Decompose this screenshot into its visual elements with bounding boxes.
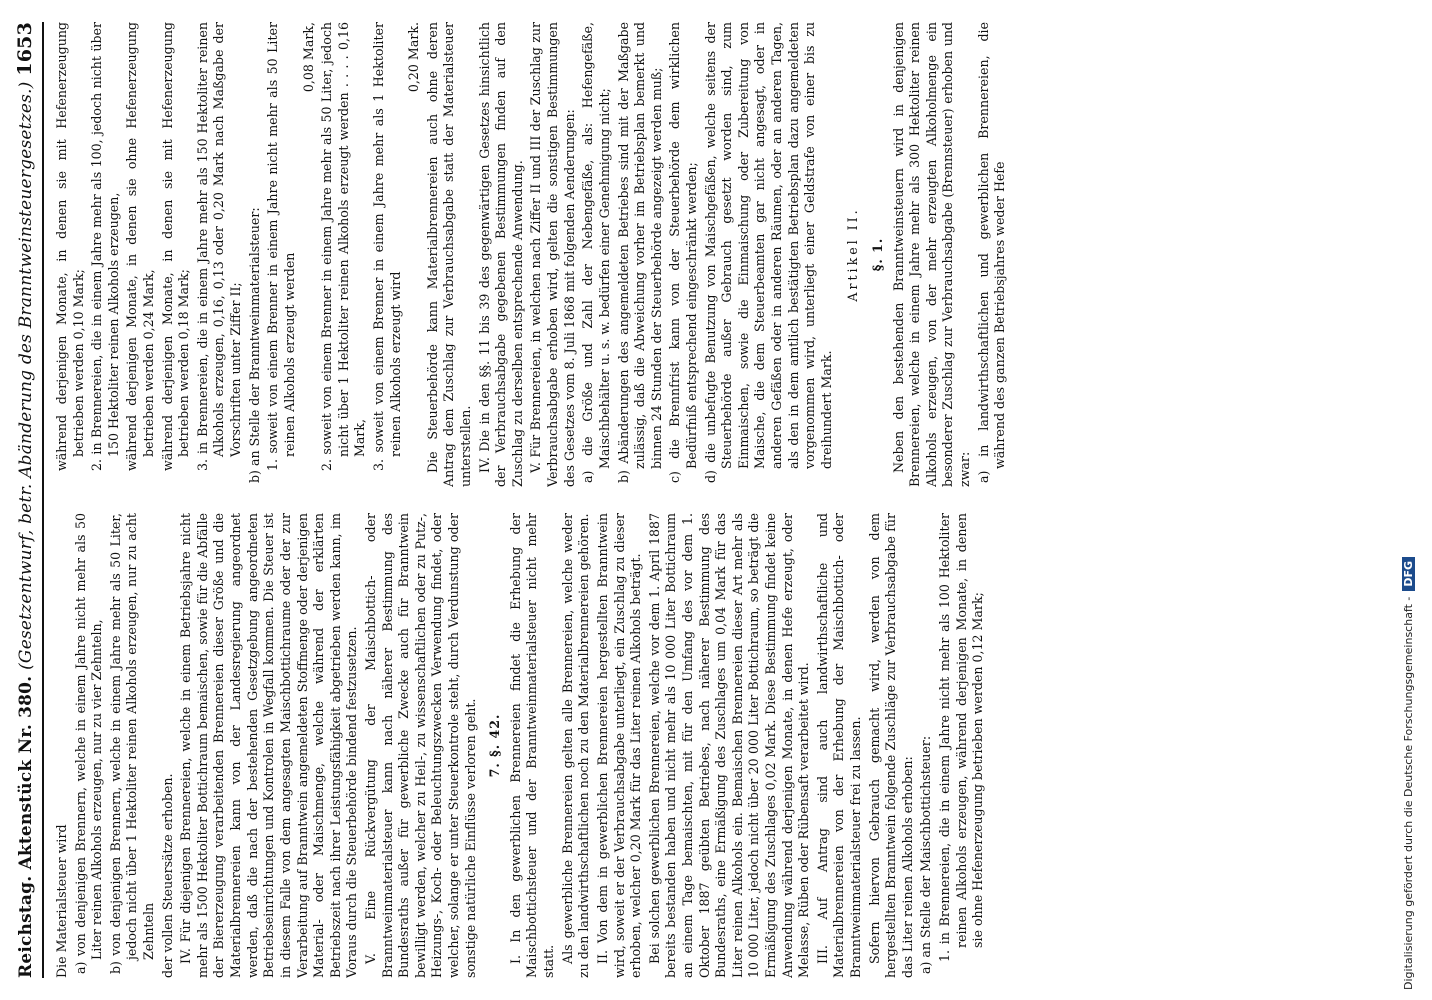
column-left xyxy=(54,513,1344,978)
section-heading: 7. §. 42. xyxy=(487,713,503,778)
paragraph: 1. soweit von einem Brenner in einem Jahre nicht mehr als 50 Liter reinen Alkohols erzeugt werden xyxy=(265,22,297,471)
paragraph: während derjenigen Monate, in denen sie mit Hefenerzeugung betrieben werden 0,10 Mark; xyxy=(54,22,86,471)
text-columns xyxy=(54,22,1344,978)
header-title: Reichstag. Aktenstück Nr. 380. xyxy=(16,675,36,978)
paragraph: 2. soweit von einem Brenner in einem Jahre mehr als 50 Liter, jedoch nicht über 1 Hektoliter reinen Alkohols erzeugt werden . . . . 0,16 Mark, xyxy=(319,22,368,471)
paragraph: a) in landwirthschaftlichen und gewerblichen Brennereien, die während des ganzen Betriebsjahres weder Hefe xyxy=(975,22,1008,483)
paragraph: I. In den gewerblichen Brennereien findet die Erhebung der Maischbottichsteuer und der Branntweinmaterialsteuer nicht mehr statt. xyxy=(507,513,557,978)
paragraph: Bei solchen gewerblichen Brennereien, welche vor dem 1. April 1887 bereits bestanden haben und nicht mehr als 10 000 Liter Bottichraum an einem Tage bemaischten, mit für den Umfang des vor dem 1. Oktober 1887 geübten Betriebes, nach näherer Bestimmung des Bundesraths, eine Ermäßigung des Zuschlages um 0,04 Mark für das Liter reinen Alkohols ein. Bemaischen Brennereien dieser Art mehr als 10 000 Liter, jedoch nicht über 20 000 Liter Bottichraum, so beträgt die Ermäßigung des Zuschlages 0,02 Mark. Diese Bestimmung findet keine Anwendung während derjenigen Monate, in denen Hefe erzeugt, oder Melasse, Rüben oder Rübensaft verarbeitet wird. xyxy=(646,513,812,978)
paragraph: IV. Für diejenigen Brennereien, welche in einem Betriebsjahre nicht mehr als 1500 Hektoliter Bottichraum bemaischen, sowie für die Abfälle der Biererzeugung verarbeitenden Brennereien dieser Größe und die Materialbrennereien kann von der Landesregierung angeordnet werden, daß die nach der bestehenden Gesetzgebung angeordneten Betriebseinrichtungen und Kontrolen in Wegfall kommen. Die Steuer ist in diesem Falle von dem angesagten Maischbottichraume oder der zur Verarbeitung auf Branntwein angemeldeten Stoffmenge oder derjenigen Material- oder Maischmenge, welche während der erklärten Betriebszeit nach ihrer Leistungsfähigkeit abgetrieben werden kann, im Voraus durch die Steuerbehörde bindend festzusetzen. xyxy=(178,513,360,978)
paragraph: b) an Stelle der Branntweinmaterialsteuer: xyxy=(246,207,262,483)
page-number: 1653 xyxy=(14,22,36,76)
paragraph: c) die Brennfrist kann von der Steuerbehörde dem wirklichen Bedürfniß entsprechend eingeschränkt werden; xyxy=(667,22,699,483)
paragraph: 3. in Brennereien, die in einem Jahre mehr als 150 Hektoliter reinen Alkohols erzeugen, 0,16, 0,13 oder 0,20 Mark nach Maßgabe der Vorschriften unter Ziffer II; xyxy=(194,22,244,471)
paragraph: V. Eine Rückvergütung der Maischbottich- oder Branntweinmaterialsteuer kann nach näherer Bestimmung des Bundesraths außer für gewerbliche Zwecke auch für Branntwein bewilligt werden, welcher zu Heil-, zu wissenschaftlichen oder zu Putz-, Heizungs-, Koch- oder Beleuchtungszwecken Verwendung findet, oder welcher, solange er unter Steuerkontrole steht, durch Verdunstung oder sonstige natürliche Einflüsse verloren geht. xyxy=(362,513,478,978)
paragraph: 1. in Brennereien, die in einem Jahre nicht mehr als 100 Hektoliter reinen Alkohols erzeugen, während derjenigen Monate, in denen sie ohne Hefenerzeugung betrieben werden 0,12 Mark; xyxy=(937,513,986,962)
digitization-sidebar xyxy=(1400,0,1428,1000)
digitization-text: Digitalisierung gefördert durch die Deutsche Forschungsgemeinschaft - xyxy=(1402,596,1415,990)
paragraph: während derjenigen Monate, in denen sie ohne Hefenerzeugung betrieben werden 0,24 Mark, xyxy=(124,22,157,471)
paragraph: IV. Die in den §§. 11 bis 39 des gegenwärtigen Gesetzes hinsichtlich der Verbrauchsabgabe gegebenen Bestimmungen finden auf den Zuschlag zu derselben entsprechende Anwendung. xyxy=(476,22,525,487)
paragraph: a) von denjenigen Brennern, welche in einem Jahre nicht mehr als 50 Liter reinen Alkohols erzeugen, nur zu vier Zehnteln, xyxy=(72,513,105,974)
header-subtitle: (Gesetzentwurf, betr. Abänderung des Branntweinsteuergesetzes.) xyxy=(16,81,36,670)
paragraph: a) an Stelle der Maischbottichsteuer: xyxy=(918,735,934,974)
paragraph: Als gewerbliche Brennereien gelten alle Brennereien, welche weder zu den landwirthschaftlichen noch zu den Materialbrennereien gehören. xyxy=(559,513,592,978)
paragraph: d) die unbefugte Benutzung von Maischgefäßen, welche seitens der Steuerbehörde außer Gebrauch gesetzt worden sind, zum Einmaischen, sowie die Einmaischung oder Zubereitung von Maische, die dem Steuerbeamten gar nicht angesagt, oder in anderen Gefäßen oder in anderen Räumen, oder an anderen Tagen, als den in dem amtlich bestätigten Betriebsplan dazu angemeldeten vorgenommen wird, unterliegt einer Geldstrafe von einer bis zu dreihundert Mark. xyxy=(702,22,834,483)
paragraph: a) die Größe und Zahl der Nebengefäße, als: Hefengefäße, Maischbehälter u. s. w. bedürfen einer Genehmigung nicht; xyxy=(580,22,612,483)
paragraph: 3. soweit von einem Brenner in einem Jahre mehr als 1 Hektoliter reinen Alkohols erzeugt wird xyxy=(370,22,403,471)
paragraph: III. Auf Antrag sind auch landwirthschaftliche und Materialbrennereien von der Erhebung der Maischbottich- oder Branntweinmaterialsteuer frei zu lassen. xyxy=(814,513,864,978)
paragraph: 0,08 Mark, xyxy=(300,22,316,93)
dfg-logo: DFG xyxy=(1402,557,1415,591)
column-right xyxy=(54,22,1344,487)
paragraph: Die Steuerbehörde kann Materialbrennereien auch ohne deren Antrag dem Zuschlag zur Verbrauchsabgabe statt der Materialsteuer unterstellen. xyxy=(424,22,474,487)
section-heading: §. 1. xyxy=(870,237,886,272)
paragraph: Sofern hiervon Gebrauch gemacht wird, werden von dem hergestellten Branntwein folgende Zuschläge zur Verbrauchsabgabe für das Liter reinen Alkohols erhoben: xyxy=(866,513,915,978)
paragraph: b) Abänderungen des angemeldeten Betriebes sind mit der Maßgabe zulässig, daß die Abweichung vorher im Betriebsplan bemerkt und binnen 24 Stunden der Steuerbehörde angezeigt werden muß; xyxy=(615,22,664,483)
paragraph: während derjenigen Monate, in denen sie mit Hefenerzeugung betrieben werden 0,18 Mark; xyxy=(159,22,192,471)
paragraph: 0,20 Mark. xyxy=(406,22,422,93)
paragraph: der vollen Steuersätze erhoben. xyxy=(159,773,175,978)
paragraph: II. Von dem in gewerblichen Brennereien hergestellten Branntwein wird, soweit er der Verbrauchsabgabe unterliegt, ein Zuschlag zu dieser erhoben, welcher 0,20 Mark für das Liter reinen Alkohols beträgt. xyxy=(594,513,644,978)
digitization-note xyxy=(1402,10,1415,990)
paragraph: V. Für Brennereien, in welchen nach Ziffer II und III der Zuschlag zur Verbrauchsabgabe erhoben wird, gelten die sonstigen Bestimmungen des Gesetzes vom 8. Juli 1868 mit folgenden Aenderungen: xyxy=(528,22,577,487)
paragraph: Die Materialsteuer wird xyxy=(54,824,69,978)
paragraph: 2. in Brennereien, die in einem Jahre mehr als 100, jedoch nicht über 150 Hektoliter reinen Alkohols erzeugen, xyxy=(89,22,121,471)
page-header xyxy=(14,22,44,978)
paragraph: b) von denjenigen Brennern, welche in einem Jahre mehr als 50 Liter, jedoch nicht über 1 Hektoliter reinen Alkohols erzeugen, nur zu acht Zehnteln xyxy=(107,513,157,974)
paragraph: Neben den bestehenden Branntweinsteuern wird in denjenigen Brennereien, welche in einem Jahre mehr als 300 Hektoliter reinen Alkohols erzeugen, von der mehr erzeugten Alkoholmenge ein besonderer Zuschlag zur Verbrauchsabgabe (Brennsteuer) erhoben und zwar: xyxy=(890,22,973,487)
article-heading: Artikel II. xyxy=(845,207,861,302)
